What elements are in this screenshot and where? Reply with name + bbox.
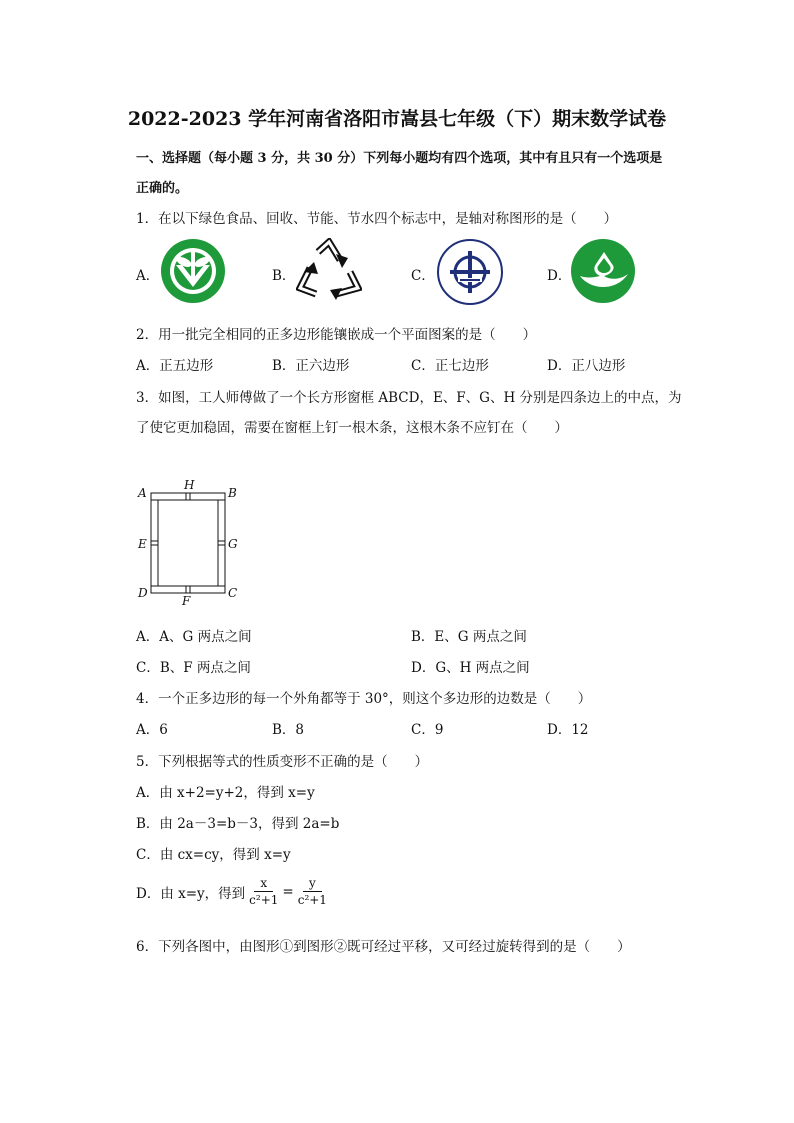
- label-a: A: [138, 486, 147, 500]
- page-title: 2022-2023 学年河南省洛阳市嵩县七年级（下）期末数学试卷: [127, 108, 667, 130]
- water-saving-logo-icon: [570, 238, 636, 304]
- fraction-y-numerator: y: [303, 876, 322, 892]
- window-frame-diagram: [150, 492, 226, 594]
- label-c: C: [228, 586, 238, 600]
- q1-option-a-label: A．: [136, 268, 160, 284]
- question-4-text: 4．一个正多边形的每一个外角都等于 30°，则这个多边形的边数是（ ）: [136, 691, 592, 707]
- q5-option-d-prefix: D．由 x=y，得到: [136, 885, 246, 902]
- question-2-text: 2．用一批完全相同的正多边形能镶嵌成一个平面图案的是（ ）: [136, 327, 537, 343]
- q5-option-b: B．由 2a－3=b－3，得到 2a=b: [136, 816, 340, 832]
- energy-saving-logo-icon: [436, 238, 504, 306]
- question-3-line2: 了使它更加稳固，需要在窗框上钉一根木条，这根木条不应钉在（ ）: [136, 420, 568, 436]
- question-3-line1: 3．如图，工人师傅做了一个长方形窗框 ABCD，E、F、G、H 分别是四条边上的中点，为: [136, 390, 682, 406]
- fraction-x: [247, 876, 280, 907]
- q5-option-a: A．由 x+2=y+2，得到 x=y: [136, 785, 315, 801]
- label-g: G: [228, 537, 238, 551]
- q2-option-a: A．正五边形: [136, 358, 214, 374]
- q1-option-b-label: B．: [272, 268, 296, 284]
- label-f: F: [182, 594, 191, 608]
- question-5-text: 5．下列根据等式的性质变形不正确的是（ ）: [136, 754, 429, 770]
- q4-option-d: D．12: [547, 722, 589, 738]
- fraction-y: [296, 876, 329, 907]
- question-1-text: 1．在以下绿色食品、回收、节能、节水四个标志中，是轴对称图形的是（ ）: [136, 211, 618, 227]
- recycle-logo-icon: [296, 238, 362, 304]
- q4-option-c: C．9: [411, 722, 444, 738]
- fraction-x-numerator: x: [254, 876, 273, 892]
- section-heading-line1: 一、选择题（每小题 3 分，共 30 分）下列每小题均有四个选项，其中有且只有一个选项是: [136, 151, 663, 166]
- q1-option-c-label: C．: [411, 268, 435, 284]
- q4-option-a: A．6: [136, 722, 168, 738]
- label-d: D: [138, 586, 148, 600]
- green-food-logo-icon: [160, 238, 226, 304]
- label-e: E: [138, 537, 147, 551]
- q4-option-b: B．8: [272, 722, 305, 738]
- q3-option-b: B．E、G 两点之间: [411, 629, 527, 645]
- fraction-x-denominator: c²+1: [249, 893, 279, 907]
- question-6-text: 6．下列各图中，由图形①到图形②既可经过平移，又可经过旋转得到的是（ ）: [136, 939, 631, 955]
- q1-option-d-label: D．: [547, 268, 572, 284]
- q2-option-c: C．正七边形: [411, 358, 489, 374]
- q2-option-d: D．正八边形: [547, 358, 626, 374]
- fraction-y-denominator: c²+1: [297, 893, 327, 907]
- q3-option-c: C．B、F 两点之间: [136, 660, 251, 676]
- q3-option-a: A．A、G 两点之间: [136, 629, 252, 645]
- q5-option-d: [136, 876, 331, 907]
- q3-option-d: D．G、H 两点之间: [411, 660, 530, 676]
- label-h: H: [184, 478, 195, 492]
- label-b: B: [228, 486, 237, 500]
- q2-option-b: B．正六边形: [272, 358, 350, 374]
- section-heading-line2: 正确的。: [136, 181, 189, 196]
- q5-option-c: C．由 cx=cy，得到 x=y: [136, 847, 291, 863]
- equals-sign: =: [282, 883, 294, 900]
- window-frame-figure: [136, 476, 246, 606]
